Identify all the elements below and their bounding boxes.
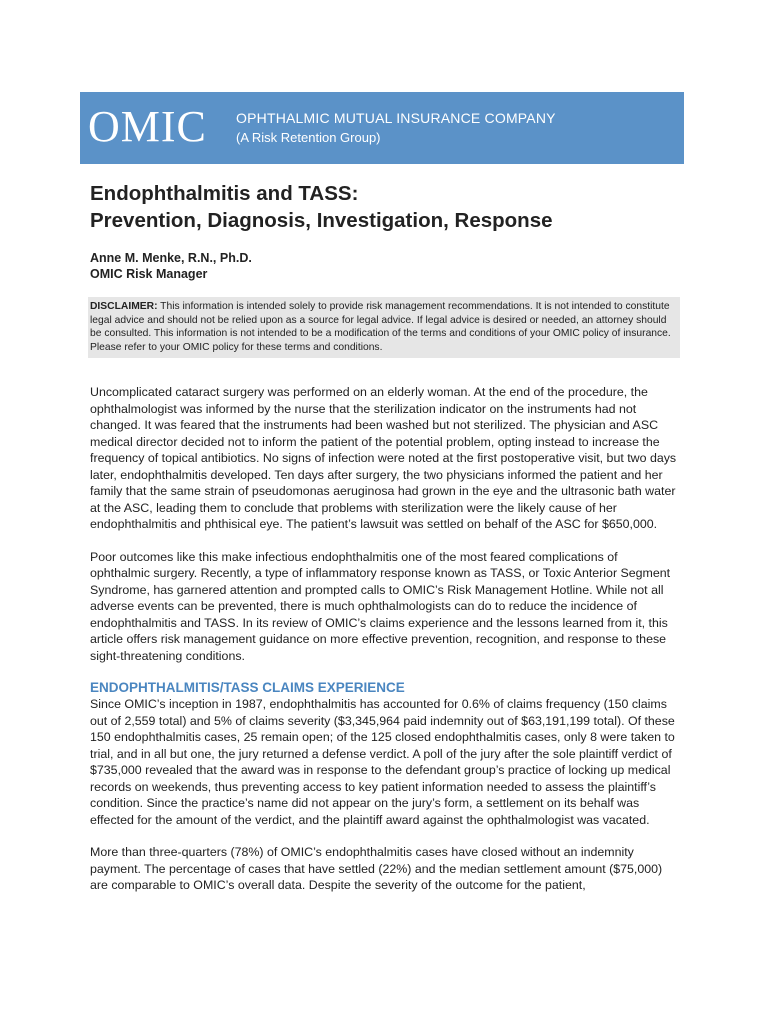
author-name: Anne M. Menke, R.N., Ph.D. (90, 251, 252, 265)
author-role: OMIC Risk Manager (90, 267, 208, 281)
disclaimer-box (88, 297, 680, 358)
paragraph-case-study: Uncomplicated cataract surgery was performed on an elderly woman. At the end of the procedure, the ophthalmologist was informed by the nurse that the sterilization indicator on the instruments had not changed. It was feared that the instruments had been washed but not sterilized. The physician and ASC medical director decided not to inform the patient of the potential problem, opting instead to increase the frequency of topical antibiotics. No signs of infection were noted at the first postoperative visit, but two days later, endophthalmitis developed. Ten days after surgery, the two physicians informed the patient and her family that the same strain of pseudomonas aeruginosa had grown in the eye and the ultrasonic bath water at the ASC, leading them to conclude that problems with sterilization were the likely cause of her endophthalmitis and phthisical eye. The patient’s lawsuit was settled on behalf of the ASC for $650,000. (90, 385, 677, 531)
paragraph-claims-statistics: Since OMIC’s inception in 1987, endophthalmitis has accounted for 0.6% of claims frequency (150 claims out of 2,559 total) and 5% of claims severity ($3,345,964 paid indemnity out of $63,191,199 total). Of these 150 endophthalmitis cases, 25 remain open; of the 125 closed endophthalmitis cases, only 8 were taken to trial, and in all but one, the jury returned a defense verdict. A poll of the jury after the sole plaintiff verdict of $735,000 revealed that the award was in response to the defendant group’s practice of locking up medical records on weekends, thus preventing access to key patient information needed to assess the plaintiff’s condition. Since the practice’s name did not appear on the jury’s form, a settlement on its behalf was effected for the amount of the verdict, and the plaintiff award against the ophthalmologist was vacated. (90, 697, 675, 827)
article-title-line2: Prevention, Diagnosis, Investigation, Response (90, 209, 553, 232)
paragraph-introduction: Poor outcomes like this make infectious endophthalmitis one of the most feared complications of ophthalmic surgery. Recently, a type of inflammatory response known as TASS, or Toxic Anterior Segment Syndrome, has garnered attention and prompted calls to OMIC’s Risk Management Hotline. While not all adverse events can be prevented, there is much ophthalmologists can do to reduce the incidence of endophthalmitis and TASS. In its review of OMIC’s claims experience and the lessons learned from it, this article offers risk management guidance on more effective prevention, recognition, and response to these sight-threatening conditions. (90, 549, 671, 663)
section-heading-claims-experience: ENDOPHTHALMITIS/TASS CLAIMS EXPERIENCE (90, 680, 405, 695)
author-block (90, 250, 680, 282)
header-banner (80, 92, 684, 164)
company-subtitle: (A Risk Retention Group) (236, 130, 381, 145)
disclaimer-text: This information is intended solely to provide risk management recommendations. It is not intended to constitute legal advice and should not be relied upon as a source for legal advice. If legal advice is desired or needed, an attorney should be consulted. This information is not intended to be a modification of the terms and conditions of your OMIC policy of insurance. Please refer to your OMIC policy for these terms and conditions. (90, 301, 671, 353)
paragraph-closed-cases: More than three-quarters (78%) of OMIC’s endophthalmitis cases have closed without an indemnity payment. The percentage of cases that have settled (22%) and the median settlement amount ($75,000) are comparable to OMIC’s overall data. Despite the severity of the outcome for the patient, (90, 845, 663, 892)
company-name: OPHTHALMIC MUTUAL INSURANCE COMPANY (236, 110, 556, 126)
article-body (90, 180, 680, 894)
article-title-line1: Endophthalmitis and TASS: (90, 182, 359, 205)
article-title (90, 180, 680, 234)
omic-logo: OMIC (88, 102, 207, 151)
disclaimer-label: DISCLAIMER: (90, 301, 158, 312)
